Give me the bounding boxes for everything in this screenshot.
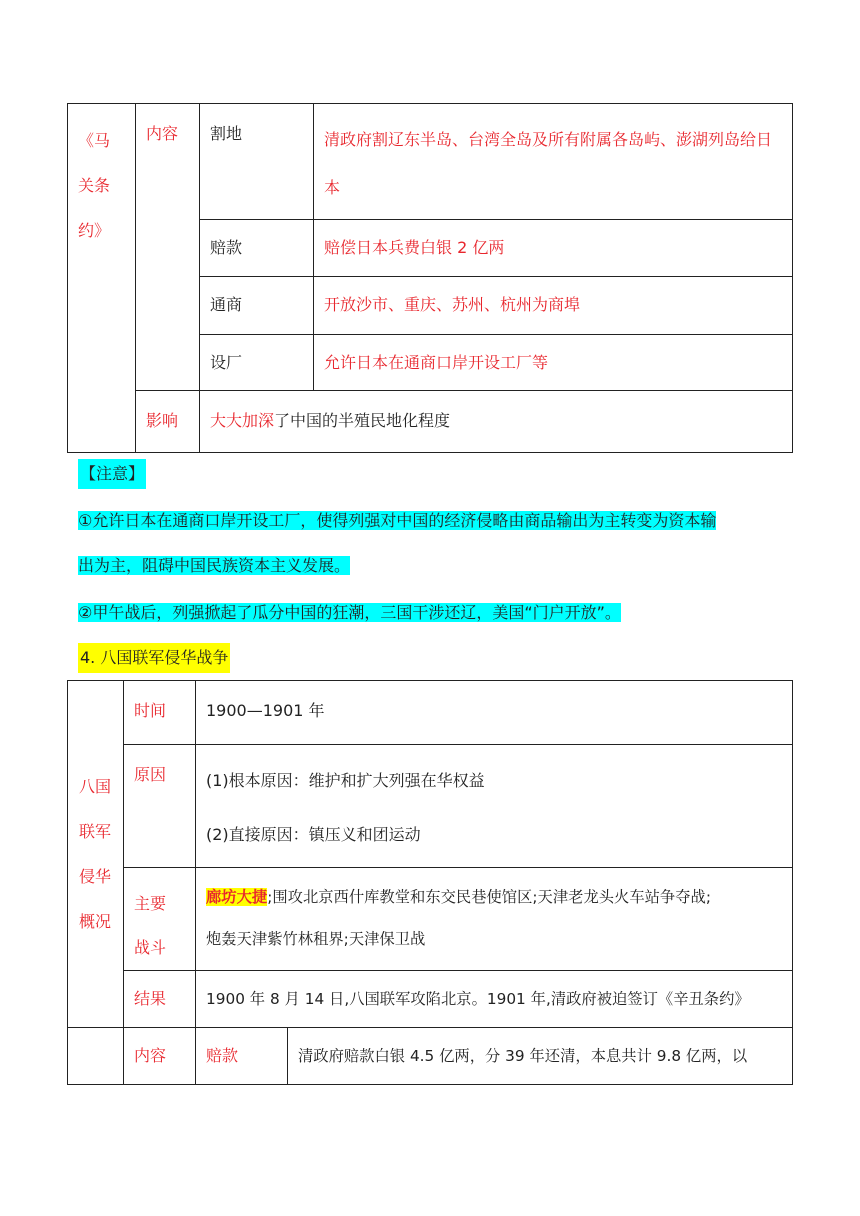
treaty-table (67, 103, 793, 453)
result-value-cell (196, 971, 793, 1028)
time-label: 时间 (134, 701, 167, 720)
note-item-1-line-1: ①允许日本在通商口岸开设工厂，使得列强对中国的经济侵略由商品输出为主转变为资本输 (78, 511, 717, 530)
clause-key: 割地 (200, 104, 314, 220)
note-item-2: ②甲午战后，列强掀起了瓜分中国的狂潮，三国干涉还辽，美国“门户开放”。 (78, 603, 621, 622)
battle-label-cell (124, 868, 196, 971)
clause-value: 开放沙市、重庆、苏州、杭州为商埠 (314, 277, 793, 335)
treaty-title: 《马关条约》 (78, 131, 111, 240)
treaty-impact-label-cell (136, 391, 200, 453)
indemnity-label: 赔款 (206, 1046, 239, 1065)
treaty-title-cell (68, 104, 136, 453)
cause-label-cell (124, 745, 196, 868)
impact-rest: 了中国的半殖民地化程度 (274, 411, 451, 430)
war-title-cell (68, 681, 124, 1028)
result-label: 结果 (134, 989, 167, 1008)
battle-line-2: 炮轰天津紫竹林租界;天津保卫战 (206, 930, 426, 948)
note-title: 【注意】 (78, 459, 146, 489)
treaty-content-label: 内容 (146, 124, 179, 143)
war-title: 八国联军侵华概况 (79, 777, 112, 931)
content-label: 内容 (134, 1046, 167, 1065)
time-value: 1900—1901 年 (206, 701, 325, 720)
result-value: 1900 年 8 月 14 日,八国联军攻陷北京。1901 年,清政府被迫签订《辛丑条约》 (206, 990, 750, 1008)
battle-line-1: ;围攻北京西什库教堂和东交民巷使馆区;天津老龙头火车站争夺战; (267, 888, 711, 906)
section-heading: 4. 八国联军侵华战争 (78, 643, 230, 673)
time-value-cell (196, 681, 793, 745)
clause-value: 赔偿日本兵费白银 2 亿两 (314, 220, 793, 277)
cause-2: (2)直接原因：镇压义和团运动 (206, 825, 421, 844)
treaty-impact-label: 影响 (146, 411, 179, 430)
cause-label: 原因 (134, 765, 167, 784)
treaty-content-label-cell (136, 104, 200, 391)
battle-value-cell (196, 868, 793, 971)
clause-key: 通商 (200, 277, 314, 335)
clause-key: 设厂 (200, 335, 314, 391)
cause-1: (1)根本原因：维护和扩大列强在华权益 (206, 771, 485, 790)
impact-emphasis: 大大加深 (210, 411, 275, 430)
result-label-cell (124, 971, 196, 1028)
content-label-cell (124, 1028, 196, 1085)
clause-value: 清政府割辽东半岛、台湾全岛及所有附属各岛屿、澎湖列岛给日本 (314, 104, 793, 220)
war-table (67, 680, 793, 1085)
note-item-1-line-2: 出为主，阻碍中国民族资本主义发展。 (78, 556, 351, 575)
clause-value: 允许日本在通商口岸开设工厂等 (314, 335, 793, 391)
battle-highlight: 廊坊大捷 (206, 888, 268, 906)
empty-cell (68, 1028, 124, 1085)
time-label-cell (124, 681, 196, 745)
indemnity-value-cell (288, 1028, 793, 1085)
battle-label: 主要战斗 (134, 894, 167, 957)
clause-key: 赔款 (200, 220, 314, 277)
indemnity-label-cell (196, 1028, 288, 1085)
cause-value-cell (196, 745, 793, 868)
indemnity-value: 清政府赔款白银 4.5 亿两，分 39 年还清，本息共计 9.8 亿两，以 (298, 1047, 748, 1065)
treaty-impact-value (200, 391, 793, 453)
